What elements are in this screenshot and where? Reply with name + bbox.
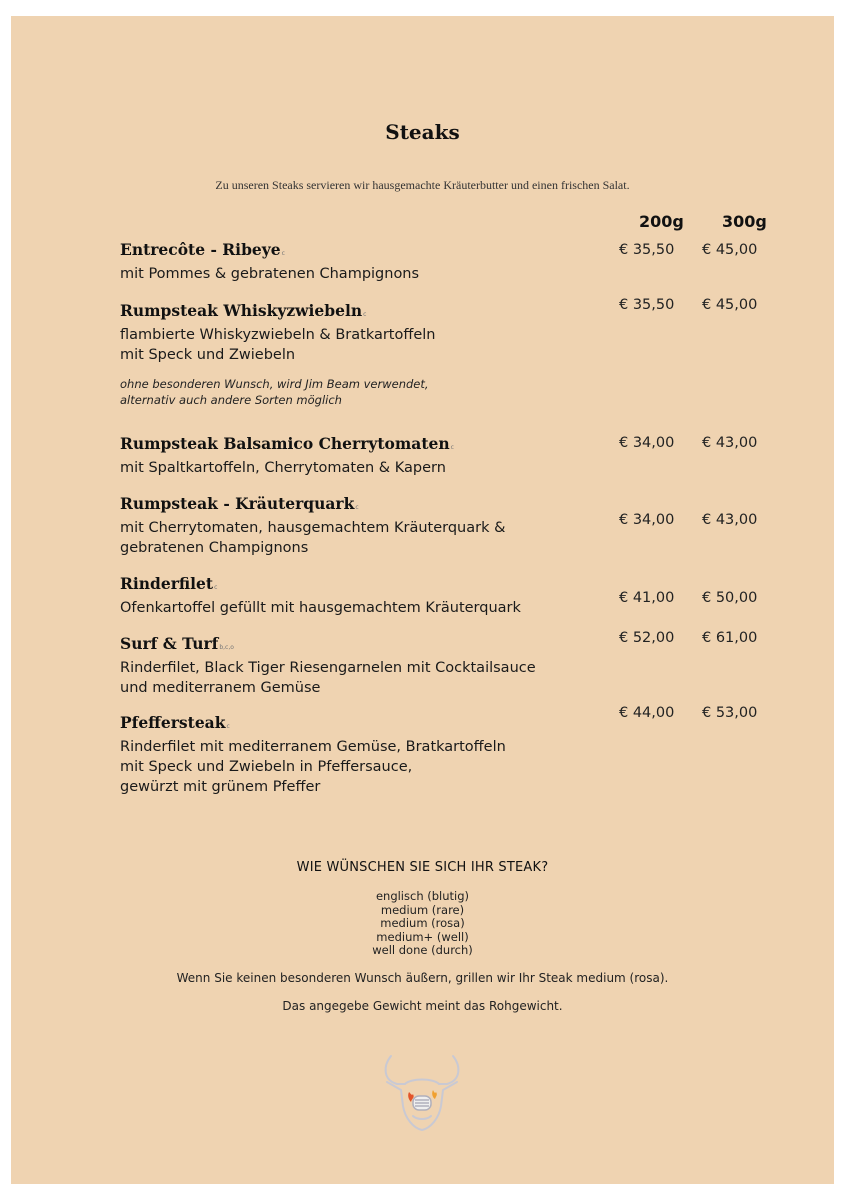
item-description: Ofenkartoffel gefüllt mit hausgemachtem Kräuterquark	[120, 600, 521, 616]
column-header-300g: 300g	[722, 212, 767, 231]
subtitle: Zu unseren Steaks servieren wir hausgemachte Kräuterbutter und einen frischen Salat.	[215, 178, 630, 192]
item-name: Rumpsteak Balsamico Cherrytomatenc	[120, 434, 454, 453]
allergen-code: c	[214, 584, 218, 591]
allergen-code: c	[450, 444, 454, 451]
doneness-level: medium+ (well)	[376, 929, 469, 944]
item-name: Surf & Turfb,c,o	[120, 634, 234, 653]
price-200g: € 35,50	[619, 297, 675, 313]
doneness-level: englisch (blutig)	[375, 889, 470, 903]
item-description: mit Spaltkartoffeln, Cherrytomaten & Kapern	[120, 460, 446, 476]
doneness-levels	[11, 890, 834, 958]
item-description: mit Pommes & gebratenen Champignons	[120, 266, 420, 282]
item-name: Pfeffersteakc	[120, 713, 230, 732]
column-header-200g: 200g	[639, 212, 684, 231]
price-300g: € 43,00	[702, 512, 758, 528]
whisky-note: ohne besonderen Wunsch, wird Jim Beam verwendet, alternativ auch andere Sorten möglich	[120, 377, 429, 407]
item-description: flambierte Whiskyzwiebeln & Bratkartoffeln	[120, 327, 436, 343]
allergen-code: c	[281, 250, 285, 257]
page-title: Steaks	[385, 120, 460, 144]
menu-item-balsamico	[120, 434, 600, 478]
price-200g: € 34,00	[619, 435, 675, 451]
default-doneness-hint: Wenn Sie keinen besonderen Wunsch äußern, grillen wir Ihr Steak medium (rosa).	[176, 971, 669, 985]
item-description: Rinderfilet mit mediterranem Gemüse, Bratkartoffeln	[120, 739, 506, 755]
item-name: Rumpsteak Whiskyzwiebelnc	[120, 301, 367, 320]
price-200g: € 44,00	[619, 705, 675, 721]
item-description: Rinderfilet, Black Tiger Riesengarnelen mit Cocktailsauce	[120, 660, 536, 676]
price-300g: € 45,00	[702, 297, 758, 313]
menu-item-rinderfilet	[120, 574, 600, 618]
doneness-level: medium (rosa)	[380, 916, 465, 930]
price-200g: € 35,50	[619, 242, 675, 258]
price-300g: € 53,00	[702, 705, 758, 721]
weight-hint: Das angegebe Gewicht meint das Rohgewicht.	[282, 999, 563, 1013]
item-description: mit Cherrytomaten, hausgemachtem Kräuterquark &	[120, 520, 506, 536]
allergen-code: b,c,o	[219, 644, 234, 651]
price-200g: € 52,00	[619, 630, 675, 646]
doneness-level: medium (rare)	[380, 902, 465, 917]
item-name: Rinderfiletc	[120, 574, 218, 593]
menu-page	[11, 16, 834, 1184]
allergen-code: c	[355, 504, 359, 511]
item-description: gebratenen Champignons	[120, 540, 309, 556]
item-description: gewürzt mit grünem Pfeffer	[120, 779, 321, 795]
menu-item-entrecote	[120, 240, 600, 284]
menu-item-whiskyzwiebeln	[120, 301, 600, 365]
menu-item-kraeuterquark	[120, 494, 600, 558]
menu-item-surf-turf	[120, 634, 600, 698]
item-description: und mediterranem Gemüse	[120, 680, 321, 696]
allergen-code: c	[226, 723, 230, 730]
menu-item-pfeffersteak	[120, 713, 600, 797]
price-300g: € 45,00	[702, 242, 758, 258]
price-300g: € 43,00	[702, 435, 758, 451]
doneness-question: WIE WÜNSCHEN SIE SICH IHR STEAK?	[296, 860, 549, 875]
price-200g: € 34,00	[619, 512, 675, 528]
item-name: Entrecôte - Ribeyec	[120, 240, 285, 259]
price-300g: € 50,00	[702, 590, 758, 606]
bull-head-grill-icon	[377, 1052, 467, 1134]
item-description: mit Speck und Zwiebeln	[120, 347, 296, 363]
item-description: mit Speck und Zwiebeln in Pfeffersauce,	[120, 759, 413, 775]
allergen-code: c	[363, 311, 367, 318]
price-200g: € 41,00	[619, 590, 675, 606]
price-300g: € 61,00	[702, 630, 758, 646]
doneness-level: well done (durch)	[372, 943, 473, 957]
item-name: Rumpsteak - Kräuterquarkc	[120, 494, 359, 513]
